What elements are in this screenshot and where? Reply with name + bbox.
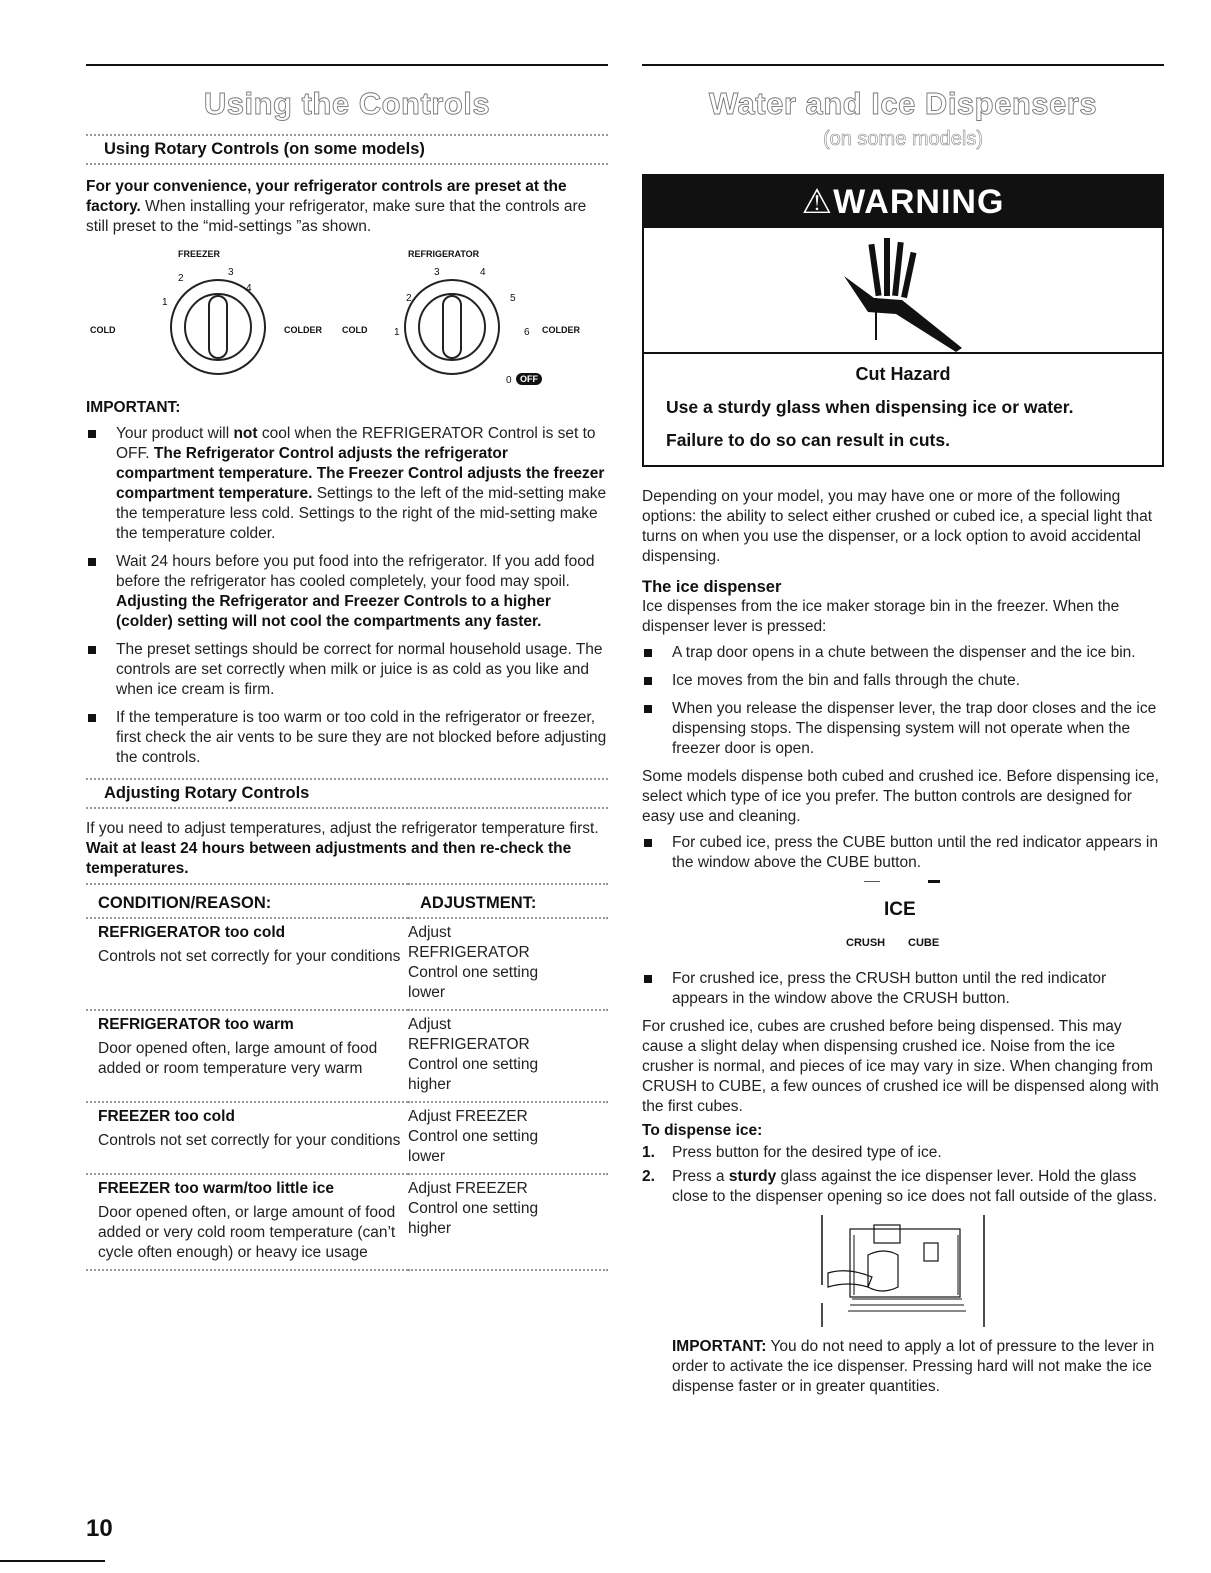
refrigerator-dial-number: 1 bbox=[394, 327, 400, 338]
crush-indicator bbox=[864, 881, 880, 882]
important-note: IMPORTANT: You do not need to apply a lot of pressure to the lever in order to activate the ice dispenser. Pressing hard will not make the ice dispense faster or in greater quantities. bbox=[672, 1338, 1155, 1395]
freezer-dial-number: 1 bbox=[162, 297, 168, 308]
models-paragraph: Some models dispense both cubed and crushed ice. Before dispensing ice, select which type of ice you prefer. The button controls are designed for easy use and cleaning. bbox=[642, 768, 1159, 825]
freezer-colder-label: COLDER bbox=[284, 325, 322, 335]
refrigerator-cold-label: COLD bbox=[342, 325, 368, 335]
list-item: If the temperature is too warm or too cold in the refrigerator or freezer, first check the air vents to be sure they are not blocked before adjusting the controls. bbox=[86, 708, 608, 768]
cube-button-label[interactable]: CUBE bbox=[908, 937, 940, 949]
list-item: Ice moves from the bin and falls through the chute. bbox=[642, 671, 1164, 691]
important-label: IMPORTANT: bbox=[86, 399, 181, 416]
list-item: 2. Press a sturdy glass against the ice dispenser lever. Hold the glass close to the dispenser opening so ice does not fall outside of the glass. bbox=[642, 1168, 1158, 1205]
dispense-steps bbox=[642, 1143, 1164, 1207]
dispenser-illustration bbox=[642, 1215, 1164, 1327]
ice-label: ICE bbox=[884, 899, 916, 920]
crush-button-label[interactable]: CRUSH bbox=[846, 937, 886, 949]
crushed-paragraph: For crushed ice, cubes are crushed before being dispensed. This may cause a slight delay when dispensing crushed ice. Noise from the ice crusher is normal, and pieces of ice may vary in size. When changing from CRUSH to CUBE, a few ounces of crushed ice will be dispensed along with the first cubes. bbox=[642, 1018, 1159, 1115]
cut-hazard-hand-icon bbox=[644, 228, 1162, 354]
warning-line: Failure to do so can result in cuts. bbox=[666, 430, 950, 450]
refrigerator-dial-number: 0 bbox=[506, 375, 512, 386]
adjustment-table bbox=[86, 883, 608, 1275]
ice-dispenser-heading: The ice dispenser bbox=[642, 578, 782, 596]
warning-box bbox=[642, 174, 1164, 467]
adjusting-intro: If you need to adjust temperatures, adjust the refrigerator temperature first. Wait at least 24 hours between adjustments and then re-check the temperatures. bbox=[86, 820, 599, 877]
page-number: 10 bbox=[86, 1515, 113, 1542]
cube-instruction bbox=[642, 833, 1164, 873]
left-column bbox=[86, 64, 608, 1275]
options-paragraph: Depending on your model, you may have one or more of the following options: the ability to select either crushed or cubed ice, a special light that turns on when you use the dispenser, or a lock option to avoid accidental dispensing. bbox=[642, 488, 1153, 565]
refrigerator-dial-number: 3 bbox=[434, 267, 440, 278]
refrigerator-colder-label: COLDER bbox=[542, 325, 580, 335]
refrigerator-dial-number: 6 bbox=[524, 327, 530, 338]
section-title-controls: Using the Controls bbox=[203, 86, 491, 121]
hazard-title: Cut Hazard bbox=[855, 364, 951, 384]
list-item: A trap door opens in a chute between the dispenser and the ice bin. bbox=[642, 643, 1164, 663]
ice-button-panel bbox=[642, 881, 1164, 963]
warning-banner: ⚠WARNING bbox=[644, 176, 1162, 228]
dispenser-steps-list bbox=[642, 643, 1164, 759]
rotary-heading: Using Rotary Controls (on some models) bbox=[104, 140, 425, 158]
refrigerator-dial-number: 4 bbox=[480, 267, 486, 278]
ice-dispenser-intro: Ice dispenses from the ice maker storage bin in the freezer. When the dispenser lever is pressed: bbox=[642, 598, 1120, 635]
section-title-dispensers: Water and Ice Dispensers bbox=[708, 86, 1098, 121]
refrigerator-dial-number: 5 bbox=[510, 293, 516, 304]
table-row: FREEZER too cold Controls not set correctly for your conditions Adjust FREEZER Control one setting lower bbox=[98, 1108, 539, 1165]
section-subtitle: (on some models) bbox=[822, 128, 984, 150]
table-row: REFRIGERATOR too cold Controls not set correctly for your conditions Adjust REFRIGERATOR Control one setting lower bbox=[98, 924, 539, 1001]
freezer-dial-number: 2 bbox=[178, 273, 184, 284]
crush-instruction bbox=[642, 969, 1164, 1009]
warning-triangle-icon: ⚠ bbox=[801, 183, 834, 221]
adjusting-heading: Adjusting Rotary Controls bbox=[104, 784, 310, 802]
table-header bbox=[86, 889, 608, 918]
divider bbox=[86, 163, 608, 165]
dispense-heading: To dispense ice: bbox=[642, 1122, 763, 1139]
table-row: FREEZER too warm/too little ice Door opened often, or large amount of food added or very cold room temperature (can’t cycle often enough) or heavy ice usage Adjust FREEZER Control one setting higher bbox=[98, 1180, 539, 1261]
list-item: The preset settings should be correct for normal household usage. The controls are set correctly when milk or juice is as cold as you like and when ice cream is firm. bbox=[86, 640, 608, 700]
footer-rule bbox=[0, 1560, 105, 1562]
list-item: For cubed ice, press the CUBE button until the red indicator appears in the window above the CUBE button. bbox=[642, 833, 1164, 873]
warning-text bbox=[644, 354, 1162, 465]
freezer-dial-label: FREEZER bbox=[178, 249, 221, 259]
important-list bbox=[86, 424, 608, 768]
adjustment-column-header: ADJUSTMENT: bbox=[420, 894, 537, 912]
divider bbox=[86, 807, 608, 809]
off-badge: OFF bbox=[516, 373, 542, 385]
freezer-cold-label: COLD bbox=[90, 325, 116, 335]
rotary-intro: For your convenience, your refrigerator controls are preset at the factory. When installing your refrigerator, make sure that the controls are still preset to the “mid-settings ”as shown. bbox=[86, 178, 587, 235]
cube-indicator bbox=[928, 880, 940, 883]
warning-line: Use a sturdy glass when dispensing ice or water. bbox=[666, 397, 1074, 417]
list-item: Wait 24 hours before you put food into the refrigerator. If you add food before the refrigerator has cooled completely, your food may spoil. Adjusting the Refrigerator and Freezer Controls to a higher (colder) setting will not cool the compartments any faster. bbox=[86, 552, 608, 632]
list-item: When you release the dispenser lever, the trap door closes and the ice dispensing stops. The dispensing system will not operate when the freezer door is open. bbox=[642, 699, 1164, 759]
table-row: REFRIGERATOR too warm Door opened often, large amount of food added or room temperature very warm Adjust REFRIGERATOR Control one setting higher bbox=[98, 1016, 539, 1093]
freezer-dial-number: 3 bbox=[228, 267, 234, 278]
refrigerator-dial-number: 2 bbox=[406, 293, 412, 304]
list-item: For crushed ice, press the CRUSH button until the red indicator appears in the window above the CRUSH button. bbox=[642, 969, 1164, 1009]
dials-illustration bbox=[86, 243, 608, 398]
refrigerator-dial bbox=[404, 279, 500, 375]
freezer-dial-number: 4 bbox=[246, 283, 252, 294]
list-item: Your product will not cool when the REFRIGERATOR Control is set to OFF. The Refrigerator Control adjusts the refrigerator compartment temperature. The Freezer Control adjusts the freezer compartment temperature. Settings to the left of the mid-setting make the temperature less cold. Settings to the right of the mid-setting make the temperature colder. bbox=[86, 424, 608, 544]
condition-column-header: CONDITION/REASON: bbox=[98, 894, 272, 912]
list-item: 1. Press button for the desired type of ice. bbox=[642, 1144, 942, 1161]
right-column bbox=[642, 64, 1164, 1397]
top-rule bbox=[86, 64, 608, 66]
top-rule bbox=[642, 64, 1164, 66]
refrigerator-dial-label: REFRIGERATOR bbox=[408, 249, 480, 259]
